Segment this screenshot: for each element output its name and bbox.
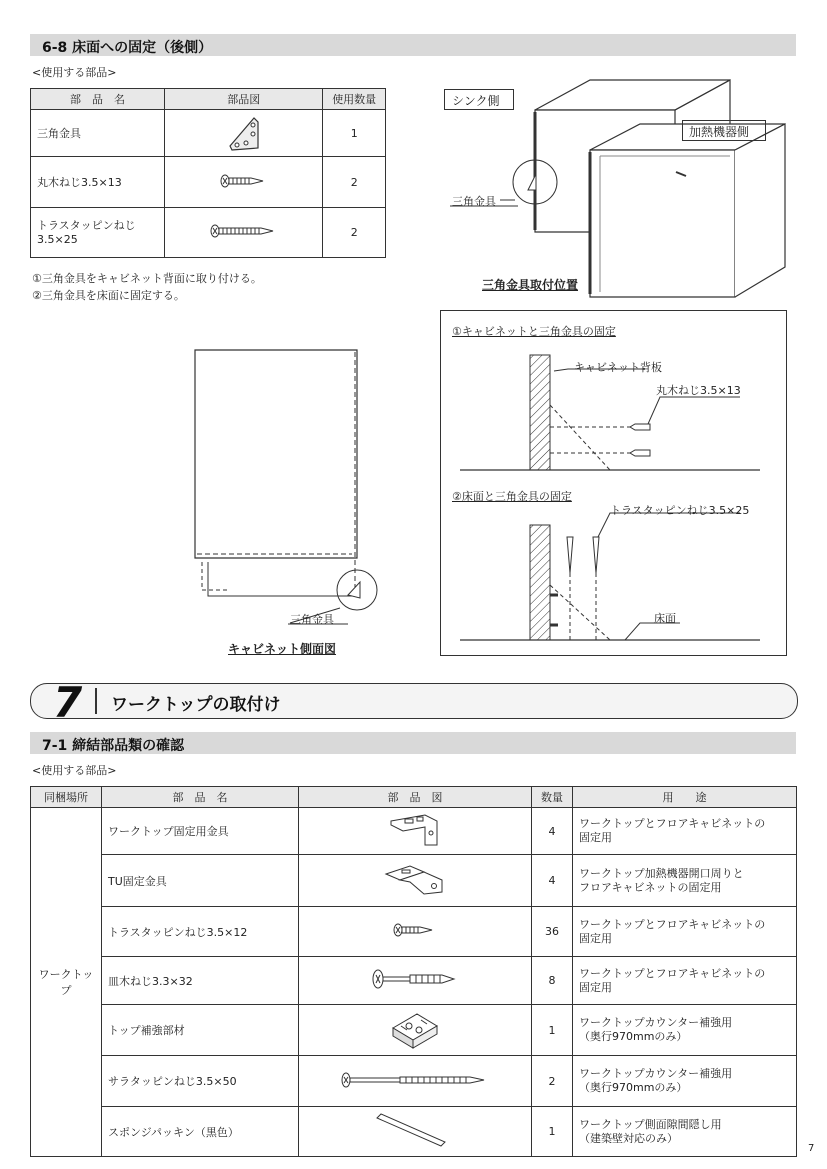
detail-step-2: ②床面と三角金具の固定	[452, 490, 572, 503]
table-row	[31, 808, 797, 855]
part-qty: 1	[532, 1005, 573, 1056]
part-qty: 4	[532, 855, 573, 907]
part-figure-screw-icon	[165, 157, 323, 208]
table-row	[31, 855, 797, 907]
part-qty: 4	[532, 808, 573, 855]
col-header-use: 用 途	[573, 787, 797, 808]
part-qty: 2	[532, 1056, 573, 1107]
step-2: ②三角金具を床面に固定する。	[32, 289, 185, 302]
part-use: ワークトップカウンター補強用 （奥行970mmのみ）	[573, 1005, 797, 1056]
parts-label: <使用する部品>	[32, 764, 117, 777]
part-qty: 8	[532, 957, 573, 1005]
col-header-qty: 使用数量	[323, 89, 386, 110]
table-header-row	[31, 89, 386, 110]
section-title: 6-8 床面への固定（後側）	[42, 40, 213, 56]
sink-side-label: シンク側	[452, 94, 500, 108]
part-name: サラタッピンねじ3.5×50	[102, 1056, 299, 1107]
chapter-title: ワークトップの取付け	[111, 695, 281, 715]
part-use: ワークトップとフロアキャビネットの 固定用	[573, 907, 797, 957]
table-row	[31, 157, 386, 208]
part-name: 三角金具	[31, 110, 165, 157]
heater-side-label: 加熱機器側	[689, 125, 750, 139]
col-header-qty: 数量	[532, 787, 573, 808]
col-header-figure: 部品図	[165, 89, 323, 110]
table-row	[31, 957, 797, 1005]
location-cell: ワークトップ	[31, 808, 102, 1157]
part-use: ワークトップ加熱機器開口周りと フロアキャビネットの固定用	[573, 855, 797, 907]
part-use: ワークトップ側面隙間隠し用 （建築壁対応のみ）	[573, 1107, 797, 1157]
part-name: トラスタッピンねじ3.5×12	[102, 907, 299, 957]
col-header-location: 同梱場所	[31, 787, 102, 808]
floor-label: 床面	[654, 612, 676, 625]
parts-table-6-8	[30, 88, 386, 258]
table-header-row	[31, 787, 797, 808]
section-7-1-header	[30, 732, 796, 754]
chapter-separator	[95, 688, 97, 714]
part-figure-flat-screw-icon	[299, 957, 532, 1005]
step-1: ①三角金具をキャビネット背面に取り付ける。	[32, 272, 262, 285]
part-qty: 1	[532, 1107, 573, 1157]
part-figure-sponge-icon	[299, 1107, 532, 1157]
table-row	[31, 907, 797, 957]
bracket-label: 三角金具	[452, 195, 496, 208]
part-name: ワークトップ固定用金具	[102, 808, 299, 855]
sink-side-label-box	[444, 89, 514, 110]
part-figure-tu-bracket-icon	[299, 855, 532, 907]
part-use: ワークトップとフロアキャビネットの 固定用	[573, 808, 797, 855]
cabinet-side-view	[180, 340, 380, 640]
part-name: スポンジパッキン（黒色）	[102, 1107, 299, 1157]
part-figure-bracket-icon	[299, 808, 532, 855]
part-figure-screw-icon	[299, 907, 532, 957]
section-6-8-header	[30, 34, 796, 56]
part-figure-long-screw-icon	[299, 1056, 532, 1107]
parts-label: <使用する部品>	[32, 66, 117, 79]
part-qty: 2	[323, 208, 386, 258]
part-qty: 2	[323, 157, 386, 208]
screw2-label: トラスタッピンねじ3.5×25	[610, 504, 750, 517]
part-qty: 36	[532, 907, 573, 957]
table-row	[31, 1005, 797, 1056]
part-name: トップ補強部材	[102, 1005, 299, 1056]
bracket-position-caption: 三角金具取付位置	[482, 278, 579, 292]
page-number: 7	[808, 1143, 815, 1154]
col-header-figure: 部 品 図	[299, 787, 532, 808]
part-figure-triangle-bracket	[165, 110, 323, 157]
heater-side-label-box	[682, 120, 766, 141]
side-bracket-label: 三角金具	[290, 613, 334, 626]
table-row	[31, 110, 386, 157]
part-qty: 1	[323, 110, 386, 157]
chapter-7-header	[30, 678, 798, 727]
table-row	[31, 1107, 797, 1157]
parts-table-7-1	[30, 786, 797, 1157]
side-view-caption: キャビネット側面図	[228, 642, 337, 656]
part-name: TU固定金具	[102, 855, 299, 907]
part-name: 丸木ねじ3.5×13	[31, 157, 165, 208]
screw1-label: 丸木ねじ3.5×13	[656, 384, 741, 397]
part-figure-reinforcement-icon	[299, 1005, 532, 1056]
detail-step-1: ①キャビネットと三角金具の固定	[452, 325, 616, 338]
col-header-name: 部 品 名	[31, 89, 165, 110]
part-use: ワークトップとフロアキャビネットの 固定用	[573, 957, 797, 1005]
section-title: 7-1 締結部品類の確認	[42, 738, 185, 754]
chapter-number: 7	[53, 678, 83, 727]
part-figure-screw-icon	[165, 208, 323, 258]
part-name: 皿木ねじ3.3×32	[102, 957, 299, 1005]
part-use: ワークトップカウンター補強用 （奥行970mmのみ）	[573, 1056, 797, 1107]
back-panel-label: キャビネット背板	[574, 361, 662, 374]
part-name: トラスタッピンねじ 3.5×25	[31, 208, 165, 258]
col-header-name: 部 品 名	[102, 787, 299, 808]
table-row	[31, 1056, 797, 1107]
table-row	[31, 208, 386, 258]
